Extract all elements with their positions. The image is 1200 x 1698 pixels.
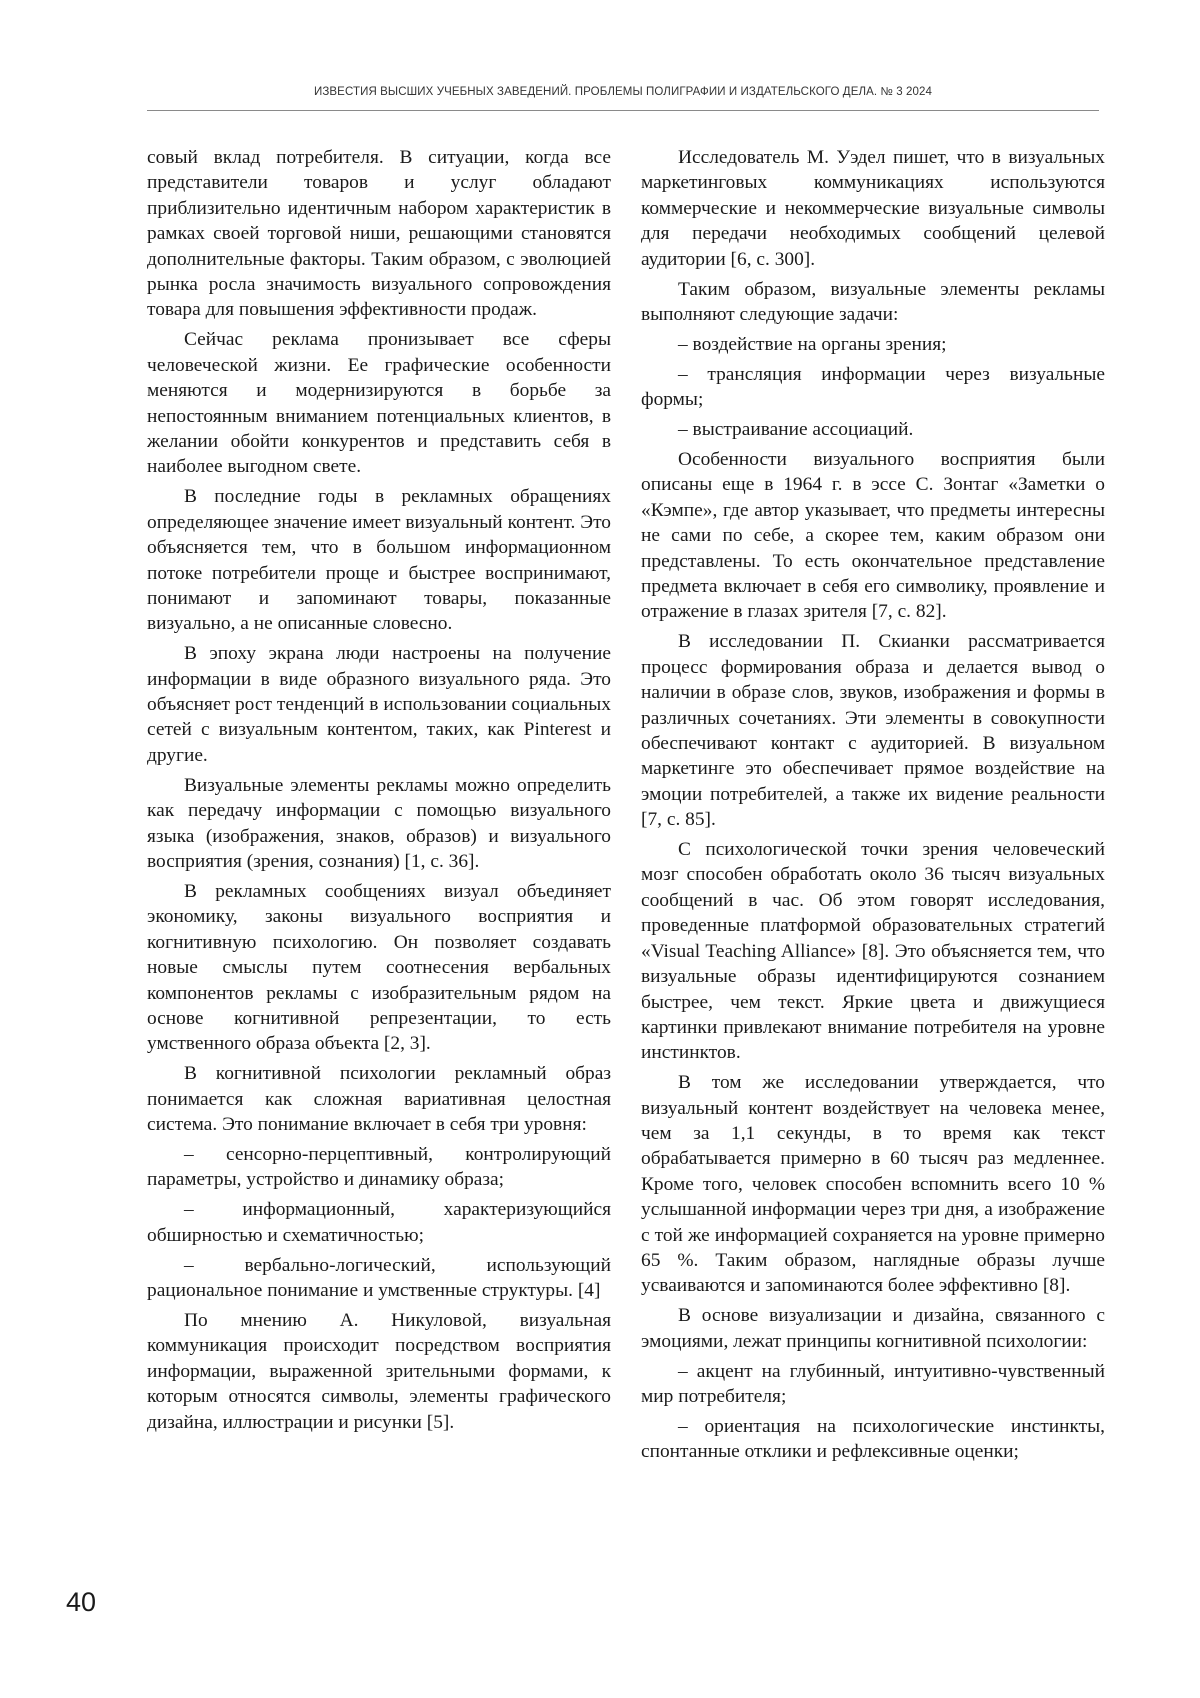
list-item: – выстраивание ассоциаций. <box>678 419 914 441</box>
list-item: – ориентация на психологические инстинкты, спонтанные отклики и рефлексивные оценки; <box>641 1416 1105 1463</box>
list-item: – сенсорно-перцептивный, контролирующий параметры, устройство и динамику образа; <box>147 1143 611 1191</box>
right-column <box>641 145 1105 1469</box>
paragraph: Таким образом, визуальные элементы рекламы выполняют следующие задачи: <box>641 278 1105 325</box>
paragraph: По мнению А. Никуловой, визуальная коммуникация происходит посредством восприятия информации, выраженной зрительными формами, к которым относятся символы, элементы графического дизайна, иллюстрации и рисунки [5]. <box>147 1309 611 1433</box>
list-item: – акцент на глубинный, интуитивно-чувственный мир потребителя; <box>641 1360 1105 1408</box>
running-header: ИЗВЕСТИЯ ВЫСШИХ УЧЕБНЫХ ЗАВЕДЕНИЙ. ПРОБЛЕМЫ ПОЛИГРАФИИ И ИЗДАТЕЛЬСКОГО ДЕЛА. № 3 2024 <box>314 86 932 98</box>
list-item: – трансляция информации через визуальные формы; <box>641 363 1105 411</box>
header-rule <box>147 110 1099 111</box>
paragraph: Визуальные элементы рекламы можно определить как передачу информации с помощью визуального языка (изображения, знаков, образов) и визуального восприятия (зрения, сознания) [1, с. 36]. <box>147 774 611 872</box>
paragraph: В исследовании П. Скианки рассматривается процесс формирования образа и делается вывод о наличии в образе слов, звуков, изображения и формы в различных сочетаниях. Эти элементы в совокупности обеспечивают контакт с аудиторией. В визуальном маркетинге это обеспечивает прямое воздействие на эмоции потребителей, а также их видение реальности [7, с. 85]. <box>641 631 1105 831</box>
paragraph: В последние годы в рекламных обращениях определяющее значение имеет визуальный контент. Это объясняется тем, что в большом информационном потоке потребители проще и быстрее воспринимают, понимают и запоминают товары, показанные визуально, а не описанные словесно. <box>147 486 611 635</box>
paragraph: В эпоху экрана люди настроены на получение информации в виде образного визуального ряда. Это объясняет рост тенденций в использовании социальных сетей с визуальным контентом, таких, как Pinterest и другие. <box>147 643 611 766</box>
paragraph: совый вклад потребителя. В ситуации, когда все представители товаров и услуг обладают приблизительно идентичным набором характеристик в рамках своей торговой ниши, решающими становятся дополнительные факторы. Таким образом, с эволюцией рынка росла значимость визуального сопровождения товара для повышения эффективности продаж. <box>147 147 611 321</box>
list-item: – воздействие на органы зрения; <box>678 333 947 355</box>
paragraph: С психологической точки зрения человеческий мозг способен обработать около 36 тысяч визуальных сообщений в час. Об этом говорят исследования, проведенные платформой образовательных стратегий «Visual Teaching Alliance» [8]. Это объясняется тем, что визуальные образы идентифицируются сознанием быстрее, чем текст. Яркие цвета и движущиеся картинки привлекают внимание потребителя на уровне инстинктов. <box>641 839 1105 1064</box>
paragraph: В рекламных сообщениях визуал объединяет экономику, законы визуального восприятия и когнитивную психологию. Он позволяет создавать новые смыслы путем соотнесения вербальных компонентов рекламы с изобразительным рядом на основе когнитивной репрезентации, то есть умственного образа объекта [2, 3]. <box>147 880 611 1055</box>
list-item: – вербально-логический, использующий рациональное понимание и умственные структуры. [4] <box>147 1254 611 1301</box>
paragraph: Исследователь М. Уэдел пишет, что в визуальных маркетинговых коммуникациях используются коммерческие и некоммерческие визуальные символы для передачи необходимых сообщений целевой аудитории [6, с. 300]. <box>641 147 1105 270</box>
paragraph: В основе визуализации и дизайна, связанного с эмоциями, лежат принципы когнитивной психологии: <box>641 1305 1105 1352</box>
paragraph: Сейчас реклама пронизывает все сферы человеческой жизни. Ее графические особенности меняются и модернизируются в борьбе за непостоянным вниманием потенциальных клиентов, в желании обойти конкурентов и представить себя в наиболее выгодном свете. <box>147 329 611 478</box>
left-column <box>147 145 611 1439</box>
paragraph: В том же исследовании утверждается, что визуальный контент воздействует на человека менее, чем за 1,1 секунды, в то время как текст обрабатывается примерно в 60 тысяч раз медленнее. Кроме того, человек способен вспомнить всего 10 % услышанной информации через три дня, а изображение с той же информацией сохраняется на уровне примерно 65 %. Таким образом, наглядные образы лучше усваиваются и запоминаются более эффективно [8]. <box>641 1072 1105 1297</box>
paragraph: Особенности визуального восприятия были описаны еще в 1964 г. в эссе С. Зонтаг «Заметки о «Кэмпе», где автор указывает, что предметы интересны не сами по себе, а скорее тем, каким образом они представлены. То есть окончательное представление предмета включает в себя его символику, проявление и отражение в глазах зрителя [7, с. 82]. <box>641 448 1105 623</box>
paragraph: В когнитивной психологии рекламный образ понимается как сложная вариативная целостная система. Это понимание включает в себя три уровня: <box>147 1063 611 1136</box>
list-item: – информационный, характеризующийся обширностью и схематичностью; <box>147 1199 611 1246</box>
page-number: 40 <box>66 1587 97 1617</box>
